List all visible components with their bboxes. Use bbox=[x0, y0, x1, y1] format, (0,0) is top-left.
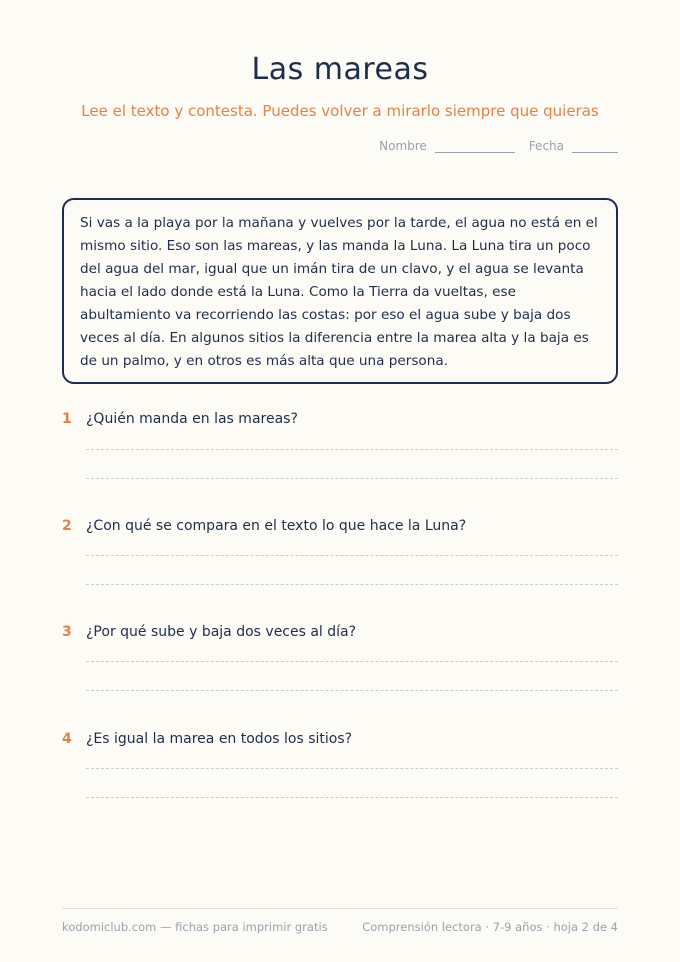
question-text: ¿Es igual la marea en todos los sitios? bbox=[86, 731, 353, 747]
question-text: ¿Por qué sube y baja dos veces al día? bbox=[86, 624, 357, 640]
question-text: ¿Quién manda en las mareas? bbox=[86, 411, 298, 427]
name-date-fields bbox=[379, 139, 618, 153]
date-blank[interactable] bbox=[572, 140, 618, 153]
question-text: ¿Con qué se compara en el texto lo que hace la Luna? bbox=[86, 518, 467, 534]
answer-line[interactable] bbox=[86, 661, 618, 662]
reading-text: Si vas a la playa por la mañana y vuelves por la tarde, el agua no está en el mismo sitio. Eso son las mareas, y las manda la Luna. La Luna tira un poco del agua del mar, igual que un imán tira de un clavo, y el agua se levanta hacia el lado donde está la Luna. Como la Tierra da vueltas, ese abultamiento va recorriendo las costas: por eso el agua sube y baja dos veces al día. En algunos sitios la diferencia entre la marea alta y la baja es de un palmo, y en otros es más alta que una persona. bbox=[80, 215, 598, 369]
name-label: Nombre bbox=[379, 139, 427, 153]
answer-line[interactable] bbox=[86, 449, 618, 450]
footer-site: kodomiclub.com — fichas para imprimir gratis bbox=[62, 920, 328, 934]
name-blank[interactable] bbox=[435, 140, 515, 153]
date-label: Fecha bbox=[528, 139, 564, 153]
answer-line[interactable] bbox=[86, 690, 618, 691]
footer-info: Comprensión lectora · 7-9 años · hoja 2 de 4 bbox=[362, 920, 618, 934]
answer-line[interactable] bbox=[86, 584, 618, 585]
question-number: 3 bbox=[62, 624, 72, 640]
answer-line[interactable] bbox=[86, 555, 618, 556]
instructions: Lee el texto y contesta. Puedes volver a mirarlo siempre que quieras bbox=[81, 102, 599, 120]
page-title: Las mareas bbox=[251, 52, 429, 87]
question-number: 4 bbox=[62, 731, 72, 747]
reading-text-box bbox=[62, 198, 618, 384]
question-number: 1 bbox=[62, 411, 72, 427]
answer-line[interactable] bbox=[86, 797, 618, 798]
question-number: 2 bbox=[62, 518, 72, 534]
footer-divider bbox=[62, 908, 618, 909]
answer-line[interactable] bbox=[86, 768, 618, 769]
answer-line[interactable] bbox=[86, 478, 618, 479]
